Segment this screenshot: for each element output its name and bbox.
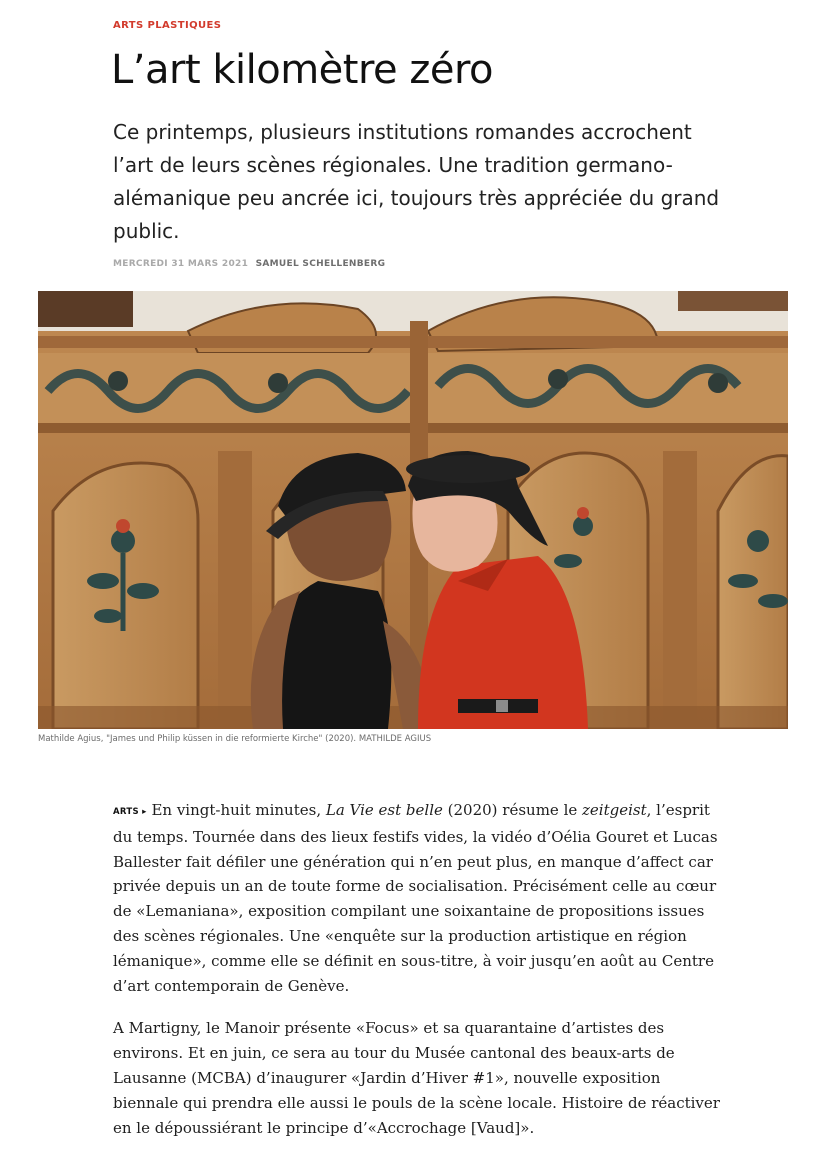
byline	[113, 259, 385, 269]
article-body	[113, 798, 723, 1158]
article-photo	[38, 291, 788, 729]
section-rubric[interactable]: ARTS PLASTIQUES	[113, 20, 222, 31]
p1-text-b: (2020) résume le	[442, 801, 583, 819]
publish-date: MERCREDI 31 MARS 2021	[113, 259, 249, 269]
body-kicker: ARTS ▸	[113, 807, 147, 817]
paragraph-1	[113, 798, 723, 998]
zeitgeist-term: zeitgeist	[582, 801, 647, 819]
article-lede: Ce printemps, plusieurs institutions romandes accrochent l’art de leurs scènes régionales. Une tradition germano-alémanique peu ancrée ici, toujours très appréciée du grand public.	[113, 120, 720, 243]
author-name[interactable]: SAMUEL SCHELLENBERG	[255, 259, 386, 269]
photo-caption: Mathilde Agius, "James und Philip küssen in die reformierte Kirche" (2020). MATHILDE AGIUS	[38, 734, 432, 744]
paragraph-2: A Martigny, le Manoir présente «Focus» et sa quarantaine d’artistes des environs. Et en juin, ce sera au tour du Musée cantonal des beaux-arts de Lausanne (MCBA) d’inaugurer «Jardin d’Hiver #1», nouvelle exposition biennale qui prendra elle aussi le pouls de la scène locale. Histoire de réactiver en le dépoussiérant le principe d’«Accrochage [Vaud]».	[113, 1019, 720, 1137]
film-title: La Vie est belle	[325, 801, 443, 819]
photo-illustration	[38, 291, 788, 729]
article-title: L’art kilomètre zéro	[111, 47, 494, 93]
p1-text-a: En vingt-huit minutes,	[146, 801, 326, 819]
p1-text-c: , l’esprit du temps. Tournée dans des lieux festifs vides, la vidéo d’Oélia Gouret et Lucas Ballester fait défiler une génération qui n’en peut plus, en manque d’affect car privée depuis un an de toute forme de socialisation. Précisément celle au cœur de «Lemaniana», exposition compilant une soixantaine de propositions issues des scènes régionales. Une «enquête sur la production artistique en région lémanique», comme elle se définit en sous-titre, à voir jusqu’en août au Centre d’art contemporain de Genève.	[113, 801, 718, 995]
